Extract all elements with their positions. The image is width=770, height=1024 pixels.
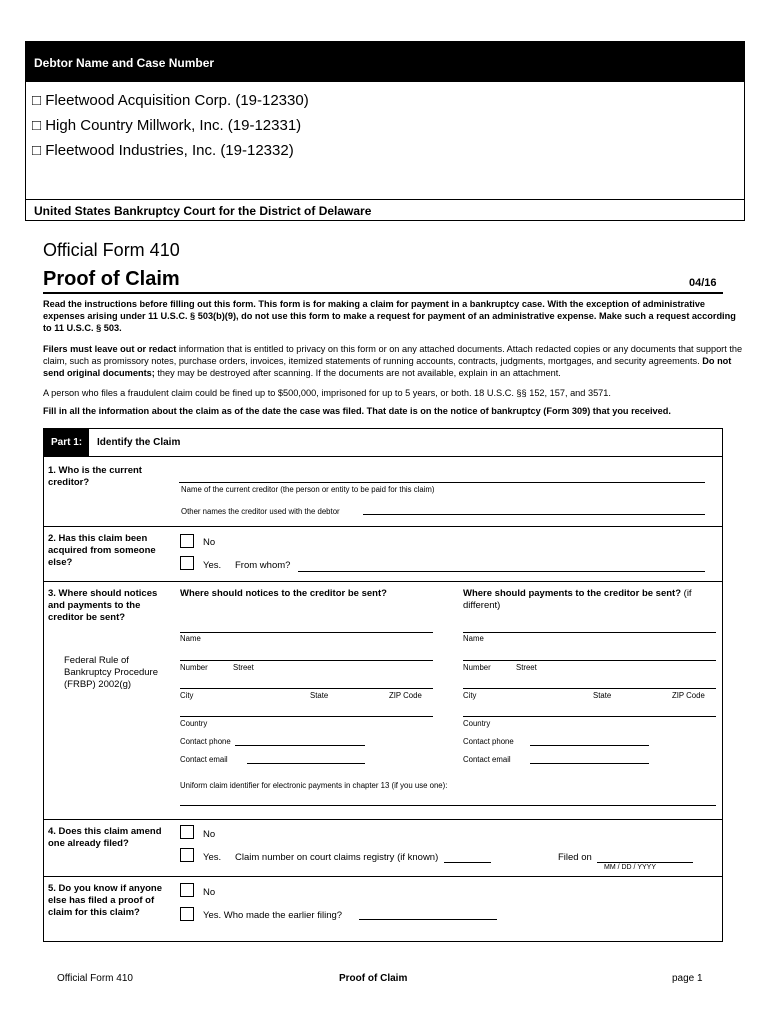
instructions-filers: [43, 343, 743, 379]
payments-name-field[interactable]: [463, 632, 716, 633]
q5-question: 5. Do you know if anyone else has filed a proof of claim for this claim?: [48, 883, 163, 918]
divider: [44, 819, 722, 820]
q4-question: 4. Does this claim amend one already filed?: [48, 826, 162, 849]
notices-number-caption: Number: [180, 663, 208, 672]
notices-street-field[interactable]: [180, 660, 433, 661]
payments-name-caption: Name: [463, 634, 484, 643]
debtor-header-label: Debtor Name and Case Number: [34, 56, 215, 70]
divider: [26, 199, 744, 200]
notices-email-field[interactable]: [247, 763, 365, 764]
footer-title: Proof of Claim: [339, 973, 408, 984]
part1-label: Part 1:: [44, 429, 89, 456]
divider: [44, 581, 722, 582]
q3-rule: Federal Rule of Bankruptcy Procedure (FRBP) 2002(g): [64, 655, 158, 690]
payments-phone-label: Contact phone: [463, 737, 514, 746]
notices-state-caption: State: [310, 691, 329, 700]
payments-header: [463, 588, 713, 612]
q2-from-whom-label: From whom?: [235, 560, 291, 571]
notices-phone-field[interactable]: [235, 745, 365, 746]
q2-no-label: No: [203, 537, 216, 548]
part1-title: Identify the Claim: [97, 437, 181, 448]
claim-number-label: Claim number on court claims registry (if known): [235, 852, 439, 863]
notices-email-label: Contact email: [180, 755, 228, 764]
q2-question: 2. Has this claim been acquired from someone else?: [48, 533, 156, 568]
q4-no-label: No: [203, 829, 216, 840]
debtor-option[interactable]: □ Fleetwood Acquisition Corp. (19-12330): [32, 92, 309, 109]
q4-no-checkbox[interactable]: [180, 825, 194, 839]
payments-street-caption: Street: [516, 663, 537, 672]
filers-text-2: they may be destroyed after scanning. If the documents are not available, explain in an attachment.: [154, 368, 561, 378]
debtor-header: [26, 42, 744, 82]
payments-country-field[interactable]: [463, 716, 716, 717]
payments-street-field[interactable]: [463, 660, 716, 661]
notices-country-field[interactable]: [180, 716, 433, 717]
debtor-option[interactable]: □ High Country Millwork, Inc. (19-12331): [32, 117, 302, 134]
q5-yes-checkbox[interactable]: [180, 907, 194, 921]
payments-header-note: (if different): [463, 588, 692, 611]
other-names-label: Other names the creditor used with the debtor: [181, 507, 340, 516]
payments-phone-field[interactable]: [530, 745, 649, 746]
q5-yes-label: Yes. Who made the earlier filing?: [203, 910, 343, 921]
instructions-fraud: A person who files a fraudulent claim could be fined up to $500,000, imprisoned for up to 5 years, or both. 18 U.S.C. §§ 152, 157, and 3571.: [43, 388, 611, 398]
divider: [44, 876, 722, 877]
q2-no-checkbox[interactable]: [180, 534, 194, 548]
notices-zip-caption: ZIP Code: [389, 691, 422, 700]
part1-header: [44, 429, 722, 457]
q2-yes-label: Yes.: [203, 560, 222, 571]
payments-header-text: Where should payments to the creditor be sent?: [463, 588, 682, 599]
notices-header: Where should notices to the creditor be sent?: [180, 588, 387, 599]
q2-yes-checkbox[interactable]: [180, 556, 194, 570]
payments-country-caption: Country: [463, 719, 491, 728]
q4-yes-checkbox[interactable]: [180, 848, 194, 862]
instructions-fill: Fill in all the information about the claim as of the date the case was filed. That date is on the notice of bankruptcy (Form 309) that you received.: [43, 406, 671, 416]
notices-name-caption: Name: [180, 634, 201, 643]
notices-name-field[interactable]: [180, 632, 433, 633]
divider: [44, 526, 722, 527]
payments-email-field[interactable]: [530, 763, 649, 764]
uniform-id-label: Uniform claim identifier for electronic payments in chapter 13 (if you use one):: [180, 781, 448, 790]
date-format-caption: MM / DD / YYYY: [604, 864, 656, 871]
q4-yes-label: Yes.: [203, 852, 222, 863]
filers-text: information that is entitled to privacy on this form or on any attached documents. Attach redacted copies or any documents that support the claim, such as promissory notes, purchase orders, invoices, itemized statements of running accounts, contracts, judgments, mortgages, and security agreements.: [43, 344, 743, 366]
other-names-field[interactable]: [363, 514, 705, 515]
notices-city-caption: City: [180, 691, 194, 700]
form-date: 04/16: [689, 277, 717, 289]
payments-state-caption: State: [593, 691, 612, 700]
q3-question: 3. Where should notices and payments to the creditor be sent?: [48, 588, 158, 623]
filers-bold: Filers must leave out or redact: [43, 344, 177, 354]
creditor-name-field[interactable]: [179, 482, 705, 483]
claim-number-field[interactable]: [444, 862, 491, 863]
from-whom-field[interactable]: [298, 571, 705, 572]
title-rule: [43, 292, 723, 294]
q5-no-checkbox[interactable]: [180, 883, 194, 897]
uniform-id-field[interactable]: [180, 805, 716, 806]
debtor-box: [25, 41, 745, 221]
notices-city-field[interactable]: [180, 688, 433, 689]
form-number: Official Form 410: [43, 240, 180, 260]
part1-box: [43, 428, 723, 942]
form-title: Proof of Claim: [43, 268, 180, 290]
filed-on-label: Filed on: [558, 852, 592, 863]
notices-street-caption: Street: [233, 663, 254, 672]
filed-on-field[interactable]: [597, 862, 693, 863]
notices-phone-label: Contact phone: [180, 737, 231, 746]
footer-page: page 1: [672, 973, 703, 984]
payments-city-caption: City: [463, 691, 477, 700]
earlier-filing-field[interactable]: [359, 919, 497, 920]
q1-question: 1. Who is the current creditor?: [48, 465, 142, 488]
instructions-read: Read the instructions before filling out this form. This form is for making a claim for payment in a bankruptcy case. With the exception of administrative expenses arising under 11 U.S.C. § 503(b)(9), do not use this form to make a request for payment of an administrative expense. Make such a request according to 11 U.S.C. § 503.: [43, 299, 736, 333]
footer-form-number: Official Form 410: [57, 973, 133, 984]
filers-bold-2: Do not send original documents;: [43, 356, 732, 378]
debtor-option[interactable]: □ Fleetwood Industries, Inc. (19-12332): [32, 142, 294, 159]
court-name: United States Bankruptcy Court for the District of Delaware: [34, 204, 372, 218]
payments-city-field[interactable]: [463, 688, 716, 689]
payments-zip-caption: ZIP Code: [672, 691, 705, 700]
notices-country-caption: Country: [180, 719, 208, 728]
creditor-name-caption: Name of the current creditor (the person or entity to be paid for this claim): [181, 485, 435, 494]
payments-number-caption: Number: [463, 663, 491, 672]
payments-email-label: Contact email: [463, 755, 511, 764]
q5-no-label: No: [203, 887, 216, 898]
